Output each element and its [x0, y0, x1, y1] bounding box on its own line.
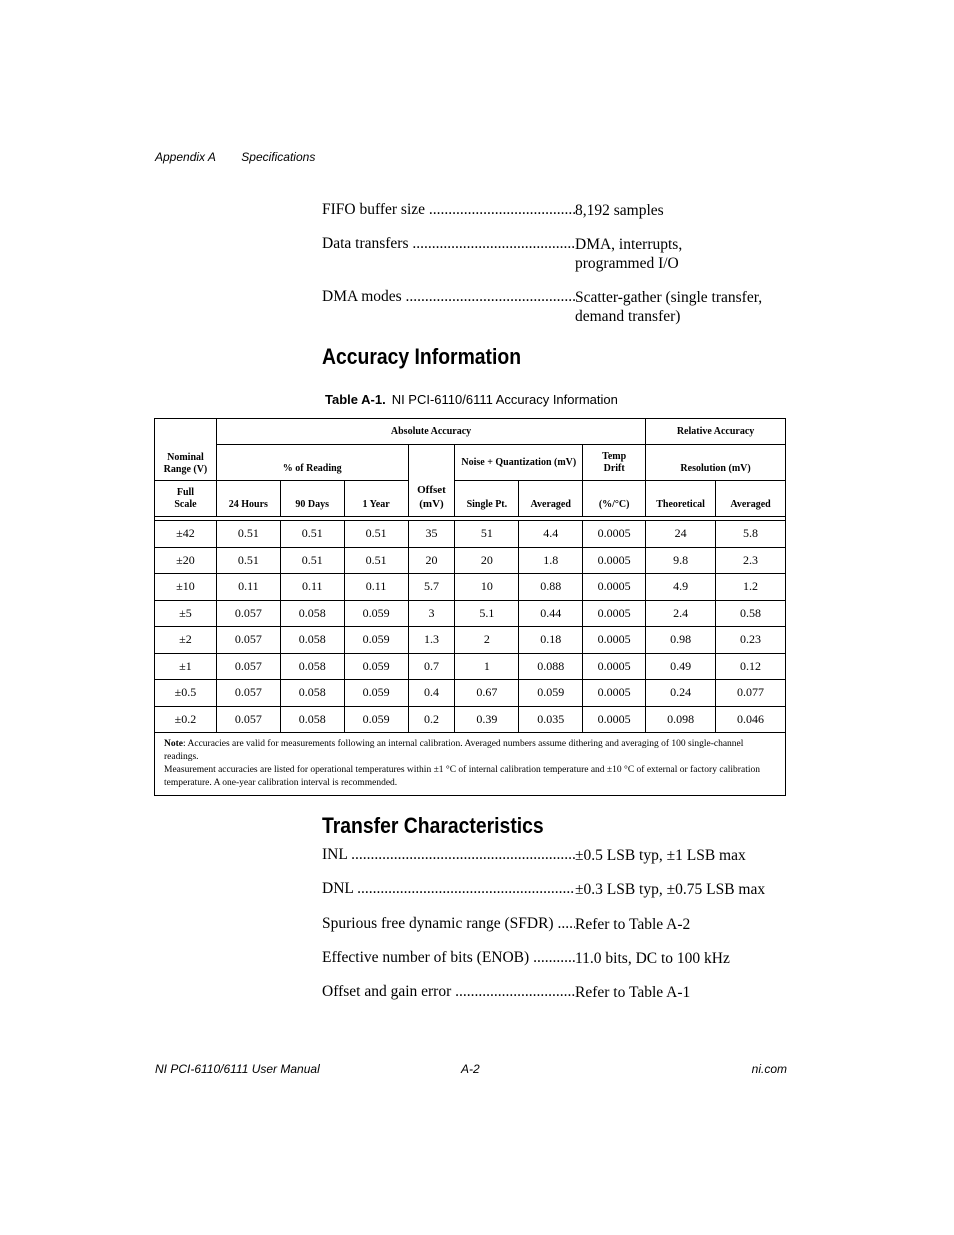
value-cell: 2.4 [646, 600, 716, 627]
spec-dnl [322, 880, 792, 915]
th-1-year: 1 Year [344, 481, 408, 517]
accuracy-table [154, 418, 786, 796]
value-cell: 0.059 [344, 627, 408, 654]
value-cell: 0.058 [280, 706, 344, 733]
value-cell: 0.088 [519, 653, 583, 680]
th-offset: Offset (mV) [408, 445, 455, 517]
value-cell: 1 [455, 653, 519, 680]
value-cell: 0.035 [519, 706, 583, 733]
spec-offset-gain [322, 983, 792, 1017]
spec-fifo [322, 201, 792, 235]
transfer-specs [322, 846, 792, 1017]
value-cell: 0.11 [216, 574, 280, 601]
value-cell: 10 [455, 574, 519, 601]
th-single-pt: Single Pt. [455, 481, 519, 517]
value-cell: 0.077 [716, 680, 786, 707]
spec-dma-modes [322, 288, 792, 328]
footer-manual: NI PCI-6110/6111 User Manual [155, 1062, 320, 1076]
value-cell: 24 [646, 521, 716, 548]
table-row [155, 706, 786, 733]
spec-value: DMA, interrupts, programmed I/O [575, 236, 683, 272]
table-row [155, 600, 786, 627]
value-cell: 0.51 [216, 521, 280, 548]
range-cell: ±0.5 [155, 680, 217, 707]
value-cell: 2 [455, 627, 519, 654]
value-cell: 0.0005 [583, 574, 646, 601]
spec-inl [322, 846, 792, 880]
value-cell: 0.0005 [583, 547, 646, 574]
value-cell: 0.49 [646, 653, 716, 680]
value-cell: 5.8 [716, 521, 786, 548]
value-cell: 20 [408, 547, 455, 574]
table-note [155, 733, 786, 796]
value-cell: 0.059 [519, 680, 583, 707]
spec-label: Offset and gain error ..... [322, 983, 575, 1001]
value-cell: 0.88 [519, 574, 583, 601]
spec-value: ±0.3 LSB typ, ±0.75 LSB max [575, 881, 766, 898]
value-cell: 1.2 [716, 574, 786, 601]
bus-specs [322, 201, 792, 328]
value-cell: 0.057 [216, 600, 280, 627]
value-cell: 51 [455, 521, 519, 548]
value-cell: 0.51 [280, 547, 344, 574]
table-caption [325, 392, 618, 407]
value-cell: 0.0005 [583, 600, 646, 627]
header-appendix: Appendix A [155, 150, 216, 164]
value-cell: 35 [408, 521, 455, 548]
value-cell: 0.057 [216, 706, 280, 733]
value-cell: 0.44 [519, 600, 583, 627]
spec-sfdr [322, 915, 792, 949]
caption-label: Table A-1. [325, 392, 386, 407]
value-cell: 0.51 [344, 547, 408, 574]
th-nominal-range: Nominal Range (V) [155, 419, 217, 481]
value-cell: 1.3 [408, 627, 455, 654]
value-cell: 0.098 [646, 706, 716, 733]
value-cell: 0.059 [344, 706, 408, 733]
value-cell: 0.057 [216, 653, 280, 680]
value-cell: 0.046 [716, 706, 786, 733]
value-cell: 4.9 [646, 574, 716, 601]
spec-value: Refer to Table A-2 [575, 916, 691, 933]
table-row [155, 680, 786, 707]
value-cell: 1.8 [519, 547, 583, 574]
spec-value: 11.0 bits, DC to 100 kHz [575, 950, 730, 967]
range-cell: ±5 [155, 600, 217, 627]
spec-label: Spurious free dynamic range (SFDR) ..... [322, 915, 575, 933]
value-cell: 20 [455, 547, 519, 574]
value-cell: 0.0005 [583, 627, 646, 654]
spec-label: INL ..... [322, 846, 575, 864]
value-cell: 0.058 [280, 627, 344, 654]
value-cell: 0.2 [408, 706, 455, 733]
running-header [155, 150, 315, 164]
value-cell: 0.0005 [583, 653, 646, 680]
value-cell: 0.059 [344, 600, 408, 627]
value-cell: 0.98 [646, 627, 716, 654]
value-cell: 0.059 [344, 680, 408, 707]
table-row [155, 574, 786, 601]
spec-enob [322, 949, 792, 983]
value-cell: 0.39 [455, 706, 519, 733]
footer-page-number: A-2 [461, 1062, 480, 1076]
value-cell: 0.23 [716, 627, 786, 654]
spec-label: DMA modes ..... [322, 288, 575, 306]
table-row [155, 653, 786, 680]
value-cell: 0.7 [408, 653, 455, 680]
transfer-heading: Transfer Characteristics [322, 813, 544, 838]
range-cell: ±20 [155, 547, 217, 574]
value-cell: 0.11 [280, 574, 344, 601]
th-theoretical: Theoretical [646, 481, 716, 517]
value-cell: 0.058 [280, 600, 344, 627]
th-90-days: 90 Days [280, 481, 344, 517]
spec-label: DNL ..... [322, 880, 575, 898]
note-label: Note [164, 739, 183, 749]
th-pct-reading: % of Reading [216, 445, 408, 481]
spec-label: Effective number of bits (ENOB) ..... [322, 949, 575, 967]
th-temp-drift: Temp Drift [583, 445, 646, 481]
table-row [155, 547, 786, 574]
value-cell: 0.18 [519, 627, 583, 654]
spec-value: ±0.5 LSB typ, ±1 LSB max [575, 847, 746, 864]
th-relative-accuracy: Relative Accuracy [646, 419, 786, 445]
range-cell: ±10 [155, 574, 217, 601]
th-rel-averaged: Averaged [716, 481, 786, 517]
value-cell: 0.58 [716, 600, 786, 627]
spec-value: 8,192 samples [575, 202, 664, 219]
value-cell: 3 [408, 600, 455, 627]
spec-value: Refer to Table A-1 [575, 984, 691, 1001]
value-cell: 0.0005 [583, 706, 646, 733]
th-drift-unit: (%/°C) [583, 481, 646, 517]
range-cell: ±1 [155, 653, 217, 680]
header-section: Specifications [241, 150, 316, 164]
spec-label: FIFO buffer size ..... [322, 201, 575, 219]
value-cell: 0.51 [280, 521, 344, 548]
th-noise-quant: Noise + Quantization (mV) [455, 445, 583, 481]
range-cell: ±42 [155, 521, 217, 548]
value-cell: 0.12 [716, 653, 786, 680]
th-full-scale: Full Scale [155, 481, 217, 517]
value-cell: 0.0005 [583, 521, 646, 548]
value-cell: 0.0005 [583, 680, 646, 707]
th-resolution: Resolution (mV) [646, 445, 786, 481]
th-24-hours: 24 Hours [216, 481, 280, 517]
spec-label: Data transfers ..... [322, 235, 575, 253]
table-row [155, 627, 786, 654]
value-cell: 0.51 [344, 521, 408, 548]
spec-value: Scatter-gather (single transfer, demand transfer) [575, 289, 763, 325]
value-cell: 2.3 [716, 547, 786, 574]
value-cell: 0.059 [344, 653, 408, 680]
range-cell: ±2 [155, 627, 217, 654]
accuracy-heading: Accuracy Information [322, 344, 522, 369]
th-absolute-accuracy: Absolute Accuracy [216, 419, 645, 445]
value-cell: 5.1 [455, 600, 519, 627]
table-row [155, 521, 786, 548]
value-cell: 0.057 [216, 680, 280, 707]
value-cell: 0.67 [455, 680, 519, 707]
spec-data-transfers [322, 235, 792, 288]
value-cell: 0.058 [280, 680, 344, 707]
range-cell: ±0.2 [155, 706, 217, 733]
value-cell: 4.4 [519, 521, 583, 548]
value-cell: 0.51 [216, 547, 280, 574]
note-line-2: Measurement accuracies are listed for operational temperatures within ±1 °C of internal calibration temperature and ±10 °C of external or factory calibration temperature. A one-year calibration interval is recommended. [164, 765, 760, 788]
value-cell: 0.057 [216, 627, 280, 654]
value-cell: 0.11 [344, 574, 408, 601]
value-cell: 5.7 [408, 574, 455, 601]
value-cell: 0.4 [408, 680, 455, 707]
value-cell: 0.24 [646, 680, 716, 707]
value-cell: 0.058 [280, 653, 344, 680]
footer-site: ni.com [751, 1062, 787, 1076]
caption-text: NI PCI-6110/6111 Accuracy Information [391, 392, 618, 407]
th-averaged: Averaged [519, 481, 583, 517]
value-cell: 9.8 [646, 547, 716, 574]
note-line-1: : Accuracies are valid for measurements following an internal calibration. Averaged numbers assume dithering and averaging of 100 single-channel readings. [164, 739, 744, 762]
